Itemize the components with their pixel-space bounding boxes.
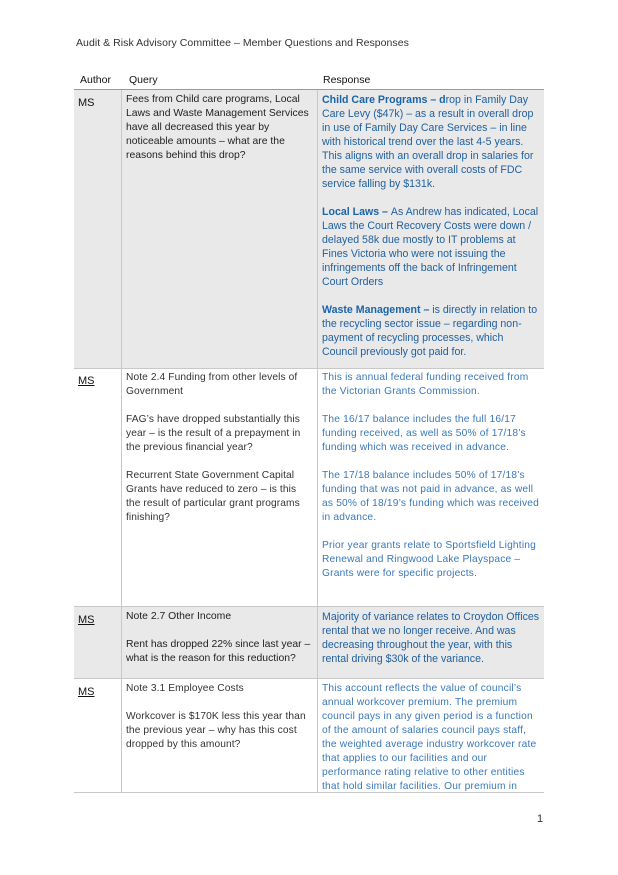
- row-query: Note 2.4 Funding from other levels of Government: [126, 372, 298, 397]
- response-lead: Child Care Programs – d: [322, 94, 446, 106]
- response-paragraph: Majority of variance relates to Croydon Offices rental that we no longer receive. And was decreasing throughout the year, with this rental driving $30k of the variance.: [322, 611, 540, 665]
- response-paragraph: Prior year grants relate to Sportsfield Lighting Renewal and Ringwood Lake Playspace – Grants were for specific projects.: [322, 540, 537, 579]
- response-paragraph: Waste Management – is directly in relation to the recycling sector issue – regarding non-payment of recycling processes, which Council previously got paid for.: [322, 304, 538, 358]
- response-paragraph: The 17/18 balance includes 50% of 17/18’s funding that was not paid in advance, as well as 50% of 18/19’s funding which was received in advance.: [322, 470, 540, 523]
- row-query: FAG’s have dropped substantially this year – is the result of a prepayment in the previous financial year?: [126, 414, 301, 453]
- row-query: Rent has dropped 22% since last year – what is the reason for this reduction?: [126, 639, 311, 664]
- response-paragraph: The 16/17 balance includes the full 16/17 funding received, as well as 50% of 17/18’s funding which was received in advance.: [322, 414, 526, 453]
- table-row: [74, 607, 544, 679]
- row-query: Recurrent State Government Capital Grants have reduced to zero – is this the result of particular grant programs finishing?: [126, 470, 300, 523]
- row-query: Workcover is $170K less this year than the previous year – why has this cost dropped by this amount?: [126, 711, 306, 750]
- row-query: Note 3.1 Employee Costs: [126, 683, 244, 694]
- row-query: Fees from Child care programs, Local Laws and Waste Management Services have all decreased this year by noticeable amounts – what are the reasons behind this drop?: [126, 94, 309, 161]
- row-author: MS: [78, 686, 95, 698]
- response-paragraph: Local Laws – As Andrew has indicated, Local Laws the Court Recovery Costs were down / delayed 58k due mostly to IT problems at Fines Victoria who were not issuing the infringements off the back of Infringement Court Orders: [322, 206, 539, 288]
- page-number: 1: [537, 813, 544, 825]
- response-lead: Waste Management –: [322, 304, 433, 316]
- col-header-author: Author: [80, 74, 111, 86]
- response-lead: Local Laws –: [322, 206, 391, 218]
- table-row: [74, 679, 544, 793]
- col-header-response: Response: [323, 74, 371, 86]
- response-paragraph: This account reflects the value of council’s annual workcover premium. The premium council pays in any given period is a function of the amount of salaries council pays staff, the weighted average industry workcover rate that applies to our facilities and our performance rating relative to other entities that hold similar facilities. Our premium in: [322, 683, 537, 792]
- row-author: MS: [78, 97, 95, 109]
- row-author: MS: [78, 614, 95, 626]
- document-header: Audit & Risk Advisory Committee – Member Questions and Responses: [76, 37, 409, 49]
- table-row: [74, 368, 544, 607]
- table-row: [74, 89, 544, 369]
- response-paragraph: Child Care Programs – drop in Family Day Care Levy ($47k) – as a result in overall drop in use of Family Day Care Services – in line with historical trend over the last 4-5 years. This aligns with an overall drop in salaries for the same service with overall costs of FDC service falling by $131k.: [322, 94, 534, 190]
- col-header-query: Query: [129, 74, 158, 86]
- row-author: MS: [78, 375, 95, 387]
- row-query: Note 2.7 Other Income: [126, 611, 232, 622]
- response-paragraph: This is annual federal funding received from the Victorian Grants Commission.: [322, 372, 529, 397]
